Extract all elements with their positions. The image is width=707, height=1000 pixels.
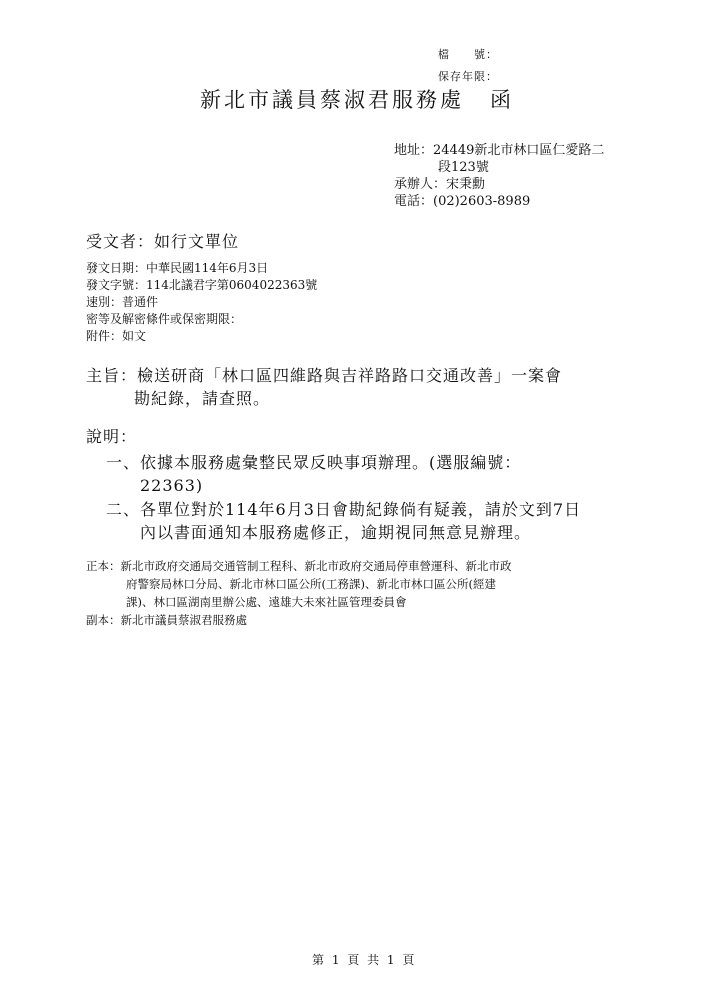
copy-recipients: 副本：新北市議員蔡淑君服務處 — [86, 613, 247, 627]
security-level: 密等及解密條件或保密期限： — [86, 312, 243, 326]
office-name: 新北市議員蔡淑君服務處 — [200, 88, 464, 112]
attachment: 附件：如文 — [86, 329, 147, 343]
explanation-item-1-line-2: 22363) — [140, 476, 204, 495]
explanation-item-1 — [106, 451, 521, 497]
contact-person: 承辦人：宋秉勳 — [394, 177, 486, 192]
original-recipients-line-2: 府警察局林口分局、新北市林口區公所(工務課)、新北市林口區公所(經建 — [126, 577, 496, 591]
explanation-item-1-line-1: 一、依據本服務處彙整民眾反映事項辦理。(選服編號： — [106, 453, 522, 472]
retention-period-label: 保存年限： — [438, 70, 498, 83]
subject-line-2: 勘紀錄，請查照。 — [134, 389, 271, 408]
explanation-heading: 說明： — [86, 427, 138, 446]
subject — [86, 364, 562, 410]
address-line-2: 段123號 — [438, 160, 489, 175]
page-number: 第 1 頁 共 1 頁 — [312, 953, 417, 967]
document-info — [86, 260, 317, 345]
explanation-item-2-line-1: 二、各單位對於114年6月3日會勘紀錄倘有疑義，請於文到7日 — [106, 500, 582, 519]
explanation-item-2-line-2: 內以書面通知本服務處修正，逾期視同無意見辦理。 — [140, 523, 532, 542]
file-number-label: 檔 號： — [438, 48, 498, 61]
original-recipients-line-1: 正本：新北市政府交通局交通管制工程科、新北市政府交通局停車營運科、新北市政 — [86, 559, 512, 573]
address-line-1: 地址：24449新北市林口區仁愛路二 — [394, 143, 605, 158]
original-recipients-line-3: 課)、林口區湖南里辦公處、遠雄大未來社區管理委員會 — [126, 595, 407, 609]
explanation-item-2 — [106, 498, 581, 544]
document-number: 發文字號：114北議君字第0604022363號 — [86, 278, 318, 292]
document-kind: 函 — [490, 88, 514, 112]
document-title — [200, 84, 514, 114]
delivery-speed: 速別：普通件 — [86, 295, 159, 309]
distribution — [86, 557, 512, 629]
subject-line-1: 主旨：檢送研商「林口區四維路與吉祥路路口交通改善」一案會 — [86, 366, 563, 385]
sender-block — [394, 142, 604, 210]
phone-number: 電話：(02)2603-8989 — [394, 194, 531, 209]
issue-date: 發文日期：中華民國114年6月3日 — [86, 261, 269, 275]
recipient: 受文者：如行文單位 — [86, 232, 240, 251]
